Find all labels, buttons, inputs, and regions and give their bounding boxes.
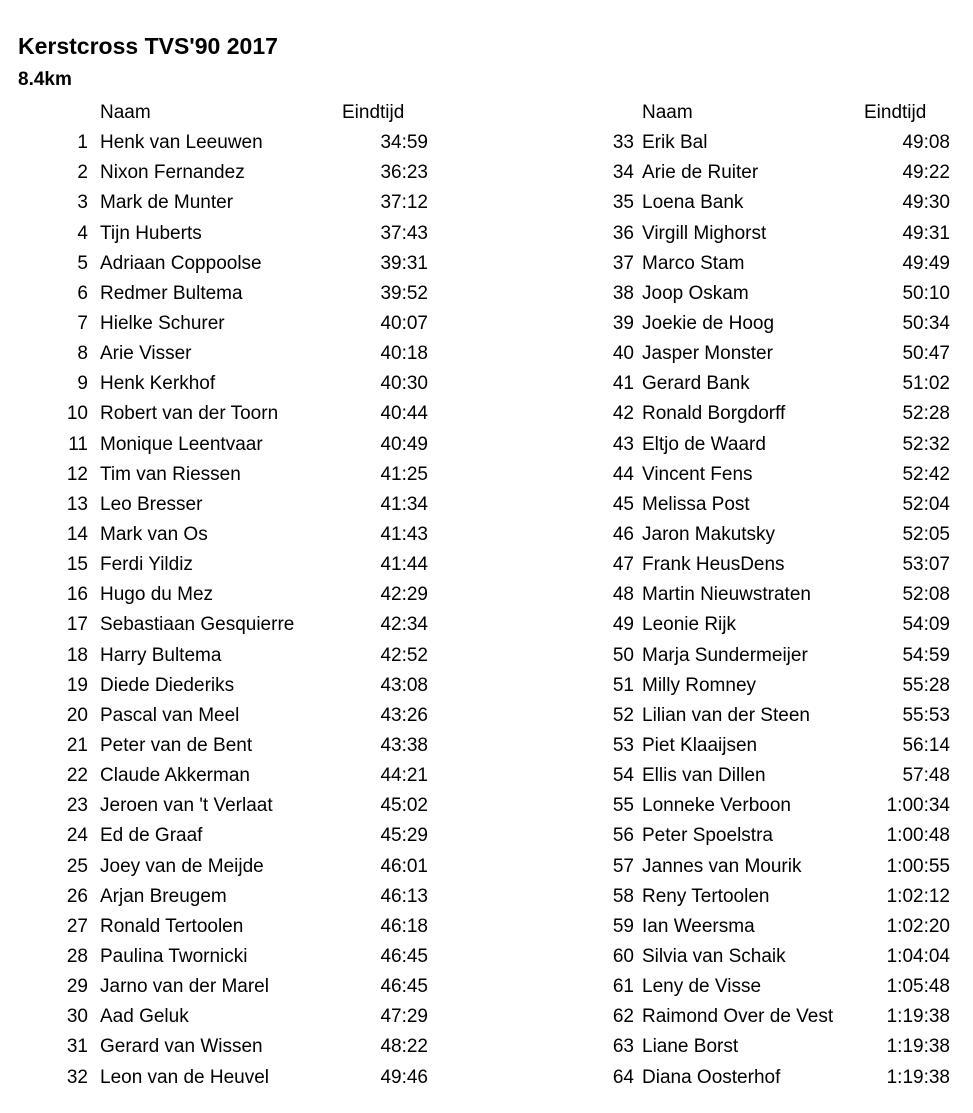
- runner-name: Joey van de Meijde: [100, 855, 264, 877]
- position-cell: 21: [66, 734, 88, 756]
- position-cell: 11: [68, 433, 88, 455]
- runner-name: Henk Kerkhof: [100, 373, 216, 395]
- runner-name: Ellis van Dillen: [642, 765, 766, 787]
- position-cell: 15: [66, 554, 88, 576]
- table-row: [0, 972, 450, 1002]
- runner-name: Milly Romney: [642, 674, 757, 696]
- table-header: [560, 98, 960, 128]
- finish-time: 1:02:20: [886, 915, 950, 937]
- runner-name: Virgill Mighorst: [642, 222, 767, 244]
- finish-time: 45:02: [380, 795, 428, 817]
- position-cell: 50: [612, 644, 634, 666]
- table-row: [0, 641, 450, 671]
- runner-name: Ferdi Yildiz: [100, 554, 193, 576]
- position-cell: 61: [612, 976, 634, 998]
- position-cell: 4: [77, 222, 88, 244]
- table-row: [0, 309, 450, 339]
- finish-time: 40:49: [380, 433, 428, 455]
- table-row: [0, 490, 450, 520]
- table-row: [0, 1063, 450, 1093]
- position-cell: 36: [612, 222, 634, 244]
- finish-time: 42:29: [380, 584, 428, 606]
- table-row: [0, 219, 450, 249]
- finish-time: 1:19:38: [886, 1036, 950, 1058]
- finish-time: 50:47: [902, 343, 950, 365]
- position-cell: 62: [612, 1006, 634, 1028]
- position-cell: 44: [612, 463, 634, 485]
- position-cell: 16: [66, 584, 88, 606]
- table-row: [560, 701, 960, 731]
- position-cell: 28: [66, 945, 88, 967]
- runner-name: Arjan Breugem: [100, 885, 227, 907]
- table-row: [0, 249, 450, 279]
- position-cell: 8: [77, 343, 88, 365]
- position-cell: 27: [66, 915, 88, 937]
- finish-time: 41:34: [380, 493, 428, 515]
- position-cell: 13: [66, 493, 88, 515]
- finish-time: 49:46: [380, 1066, 428, 1088]
- runner-name: Arie de Ruiter: [642, 162, 759, 184]
- position-cell: 53: [612, 734, 634, 756]
- runner-name: Sebastiaan Gesquierre: [100, 614, 295, 636]
- finish-time: 56:14: [902, 734, 950, 756]
- table-row: [0, 128, 450, 158]
- finish-time: 45:29: [380, 825, 428, 847]
- finish-time: 55:28: [902, 674, 950, 696]
- finish-time: 49:31: [902, 222, 950, 244]
- runner-name: Leon van de Heuvel: [100, 1066, 270, 1088]
- table-row: [560, 219, 960, 249]
- position-cell: 18: [66, 644, 88, 666]
- runner-name: Jeroen van 't Verlaat: [100, 795, 273, 817]
- table-row: [0, 430, 450, 460]
- finish-time: 52:42: [902, 463, 950, 485]
- position-cell: 5: [77, 252, 88, 274]
- finish-time: 41:44: [380, 554, 428, 576]
- finish-time: 54:09: [902, 614, 950, 636]
- position-cell: 56: [612, 825, 634, 847]
- position-cell: 1: [77, 132, 88, 154]
- finish-time: 1:04:04: [886, 945, 950, 967]
- runner-name: Monique Leentvaar: [100, 433, 263, 455]
- table-row: [0, 701, 450, 731]
- table-row: [0, 942, 450, 972]
- runner-name: Pascal van Meel: [100, 704, 240, 726]
- position-cell: 14: [66, 523, 88, 545]
- runner-name: Marja Sundermeijer: [642, 644, 808, 666]
- runner-name: Nixon Fernandez: [100, 162, 245, 184]
- runner-name: Vincent Fens: [642, 463, 753, 485]
- runner-name: Marco Stam: [642, 252, 745, 274]
- runner-name: Reny Tertoolen: [642, 885, 770, 907]
- table-row: [560, 580, 960, 610]
- runner-name: Gerard Bank: [642, 373, 750, 395]
- table-row: [560, 550, 960, 580]
- position-cell: 54: [612, 765, 634, 787]
- table-row: [560, 791, 960, 821]
- position-cell: 24: [66, 825, 88, 847]
- finish-time: 36:23: [380, 162, 428, 184]
- position-cell: 26: [66, 885, 88, 907]
- finish-time: 51:02: [902, 373, 950, 395]
- finish-time: 53:07: [902, 554, 950, 576]
- table-row: [560, 460, 960, 490]
- finish-time: 49:08: [902, 132, 950, 154]
- table-row: [560, 761, 960, 791]
- table-row: [560, 309, 960, 339]
- position-cell: 38: [612, 282, 634, 304]
- runner-name: Leo Bresser: [100, 493, 203, 515]
- runner-name: Martin Nieuwstraten: [642, 584, 811, 606]
- runner-name: Aad Geluk: [100, 1006, 189, 1028]
- table-row: [560, 942, 960, 972]
- runner-name: Silvia van Schaik: [642, 945, 786, 967]
- position-cell: 63: [612, 1036, 634, 1058]
- runner-name: Melissa Post: [642, 493, 750, 515]
- finish-time: 37:43: [380, 222, 428, 244]
- runner-name: Mark de Munter: [100, 192, 234, 214]
- table-row: [0, 158, 450, 188]
- finish-time: 42:34: [380, 614, 428, 636]
- runner-name: Jarno van der Marel: [100, 976, 269, 998]
- finish-time: 48:22: [380, 1036, 428, 1058]
- position-cell: 23: [66, 795, 88, 817]
- position-cell: 31: [66, 1036, 88, 1058]
- runner-name: Arie Visser: [100, 343, 192, 365]
- table-row: [0, 520, 450, 550]
- table-row: [560, 1032, 960, 1062]
- position-cell: 64: [612, 1066, 634, 1088]
- finish-time: 1:00:55: [886, 855, 950, 877]
- header-name: Naam: [100, 102, 151, 123]
- runner-name: Jannes van Mourik: [642, 855, 802, 877]
- table-row: [0, 399, 450, 429]
- position-cell: 10: [66, 403, 88, 425]
- position-cell: 29: [66, 976, 88, 998]
- table-row: [560, 641, 960, 671]
- runner-name: Leonie Rijk: [642, 614, 736, 636]
- position-cell: 25: [66, 855, 88, 877]
- results-table-right: [560, 98, 960, 1093]
- finish-time: 57:48: [902, 765, 950, 787]
- table-row: [560, 128, 960, 158]
- table-row: [560, 882, 960, 912]
- finish-time: 1:19:38: [886, 1006, 950, 1028]
- runner-name: Robert van der Toorn: [100, 403, 279, 425]
- table-row: [560, 339, 960, 369]
- finish-time: 1:00:48: [886, 825, 950, 847]
- table-row: [0, 791, 450, 821]
- runner-name: Raimond Over de Vest: [642, 1006, 834, 1028]
- finish-time: 39:52: [380, 282, 428, 304]
- distance-subtitle: 8.4km: [18, 69, 72, 90]
- finish-time: 37:12: [380, 192, 428, 214]
- runner-name: Lonneke Verboon: [642, 795, 791, 817]
- finish-time: 52:28: [902, 403, 950, 425]
- position-cell: 19: [66, 674, 88, 696]
- table-row: [560, 821, 960, 851]
- finish-time: 54:59: [902, 644, 950, 666]
- runner-name: Piet Klaaijsen: [642, 734, 758, 756]
- runner-name: Tijn Huberts: [100, 222, 202, 244]
- runner-name: Peter Spoelstra: [642, 825, 773, 847]
- table-row: [560, 249, 960, 279]
- position-cell: 32: [66, 1066, 88, 1088]
- finish-time: 52:08: [902, 584, 950, 606]
- table-row: [560, 520, 960, 550]
- runner-name: Henk van Leeuwen: [100, 132, 263, 154]
- position-cell: 46: [612, 523, 634, 545]
- position-cell: 45: [612, 493, 634, 515]
- finish-time: 52:04: [902, 493, 950, 515]
- position-cell: 39: [612, 312, 634, 334]
- runner-name: Gerard van Wissen: [100, 1036, 263, 1058]
- finish-time: 46:45: [380, 976, 428, 998]
- position-cell: 35: [612, 192, 634, 214]
- table-row: [0, 339, 450, 369]
- position-cell: 59: [612, 915, 634, 937]
- finish-time: 1:02:12: [886, 885, 950, 907]
- table-row: [0, 460, 450, 490]
- position-cell: 43: [612, 433, 634, 455]
- table-row: [0, 821, 450, 851]
- finish-time: 46:13: [380, 885, 428, 907]
- header-name: Naam: [642, 102, 693, 123]
- runner-name: Diede Diederiks: [100, 674, 235, 696]
- position-cell: 55: [612, 795, 634, 817]
- table-row: [560, 188, 960, 218]
- position-cell: 48: [612, 584, 634, 606]
- table-row: [560, 279, 960, 309]
- finish-time: 43:38: [380, 734, 428, 756]
- runner-name: Diana Oosterhof: [642, 1066, 781, 1088]
- runner-name: Eltjo de Waard: [642, 433, 766, 455]
- finish-time: 55:53: [902, 704, 950, 726]
- finish-time: 50:34: [902, 312, 950, 334]
- document-title: Kerstcross TVS'90 2017: [18, 33, 278, 59]
- runner-name: Lilian van der Steen: [642, 704, 810, 726]
- table-row: [0, 610, 450, 640]
- position-cell: 2: [77, 162, 88, 184]
- position-cell: 34: [612, 162, 634, 184]
- position-cell: 33: [612, 132, 634, 154]
- position-cell: 12: [66, 463, 88, 485]
- table-row: [560, 671, 960, 701]
- table-row: [0, 279, 450, 309]
- position-cell: 52: [612, 704, 634, 726]
- finish-time: 49:22: [902, 162, 950, 184]
- position-cell: 22: [66, 765, 88, 787]
- table-row: [560, 158, 960, 188]
- runner-name: Leny de Visse: [642, 976, 762, 998]
- position-cell: 42: [612, 403, 634, 425]
- runner-name: Erik Bal: [642, 132, 708, 154]
- table-row: [560, 369, 960, 399]
- table-row: [0, 882, 450, 912]
- finish-time: 39:31: [380, 252, 428, 274]
- runner-name: Ian Weersma: [642, 915, 755, 937]
- position-cell: 7: [77, 312, 88, 334]
- finish-time: 49:49: [902, 252, 950, 274]
- position-cell: 6: [77, 282, 88, 304]
- position-cell: 47: [612, 554, 634, 576]
- table-row: [0, 369, 450, 399]
- position-cell: 37: [612, 252, 634, 274]
- runner-name: Paulina Twornicki: [100, 945, 248, 967]
- finish-time: 52:32: [902, 433, 950, 455]
- table-row: [560, 852, 960, 882]
- finish-time: 44:21: [380, 765, 428, 787]
- table-row: [0, 550, 450, 580]
- table-header: [0, 98, 450, 128]
- table-row: [560, 912, 960, 942]
- position-cell: 49: [612, 614, 634, 636]
- runner-name: Jasper Monster: [642, 343, 773, 365]
- table-row: [560, 399, 960, 429]
- table-row: [0, 912, 450, 942]
- position-cell: 60: [612, 945, 634, 967]
- finish-time: 50:10: [902, 282, 950, 304]
- runner-name: Claude Akkerman: [100, 765, 250, 787]
- header-time: Eindtijd: [864, 102, 927, 123]
- runner-name: Ronald Tertoolen: [100, 915, 244, 937]
- finish-time: 46:01: [380, 855, 428, 877]
- runner-name: Adriaan Coppoolse: [100, 252, 262, 274]
- runner-name: Loena Bank: [642, 192, 744, 214]
- finish-time: 1:19:38: [886, 1066, 950, 1088]
- table-row: [0, 1002, 450, 1032]
- position-cell: 3: [77, 192, 88, 214]
- finish-time: 40:30: [380, 373, 428, 395]
- position-cell: 51: [612, 674, 634, 696]
- runner-name: Mark van Os: [100, 523, 208, 545]
- table-row: [0, 1032, 450, 1062]
- finish-time: 40:18: [380, 343, 428, 365]
- table-row: [0, 671, 450, 701]
- runner-name: Harry Bultema: [100, 644, 222, 666]
- table-row: [0, 731, 450, 761]
- table-row: [0, 761, 450, 791]
- finish-time: 42:52: [380, 644, 428, 666]
- finish-time: 52:05: [902, 523, 950, 545]
- runner-name: Liane Borst: [642, 1036, 739, 1058]
- finish-time: 47:29: [380, 1006, 428, 1028]
- runner-name: Tim van Riessen: [100, 463, 241, 485]
- finish-time: 1:05:48: [886, 976, 950, 998]
- finish-time: 49:30: [902, 192, 950, 214]
- table-row: [0, 580, 450, 610]
- table-row: [560, 430, 960, 460]
- runner-name: Joekie de Hoog: [642, 312, 775, 334]
- position-cell: 30: [66, 1006, 88, 1028]
- position-cell: 41: [612, 373, 634, 395]
- table-row: [560, 610, 960, 640]
- finish-time: 43:26: [380, 704, 428, 726]
- runner-name: Hugo du Mez: [100, 584, 214, 606]
- results-table-left: [0, 98, 450, 1093]
- position-cell: 58: [612, 885, 634, 907]
- position-cell: 40: [612, 343, 634, 365]
- finish-time: 46:45: [380, 945, 428, 967]
- position-cell: 9: [77, 373, 88, 395]
- finish-time: 40:44: [380, 403, 428, 425]
- finish-time: 34:59: [380, 132, 428, 154]
- position-cell: 20: [66, 704, 88, 726]
- finish-time: 41:25: [380, 463, 428, 485]
- runner-name: Hielke Schurer: [100, 312, 225, 334]
- runner-name: Peter van de Bent: [100, 734, 253, 756]
- finish-time: 46:18: [380, 915, 428, 937]
- table-row: [560, 731, 960, 761]
- table-row: [560, 1063, 960, 1093]
- table-row: [560, 490, 960, 520]
- finish-time: 43:08: [380, 674, 428, 696]
- runner-name: Joop Oskam: [642, 282, 749, 304]
- table-row: [0, 188, 450, 218]
- runner-name: Ronald Borgdorff: [642, 403, 786, 425]
- runner-name: Jaron Makutsky: [642, 523, 776, 545]
- runner-name: Frank HeusDens: [642, 554, 785, 576]
- finish-time: 41:43: [380, 523, 428, 545]
- runner-name: Ed de Graaf: [100, 825, 203, 847]
- runner-name: Redmer Bultema: [100, 282, 243, 304]
- header-time: Eindtijd: [342, 102, 405, 123]
- table-row: [560, 1002, 960, 1032]
- table-row: [0, 852, 450, 882]
- finish-time: 1:00:34: [886, 795, 950, 817]
- position-cell: 17: [66, 614, 88, 636]
- position-cell: 57: [612, 855, 634, 877]
- finish-time: 40:07: [380, 312, 428, 334]
- table-row: [560, 972, 960, 1002]
